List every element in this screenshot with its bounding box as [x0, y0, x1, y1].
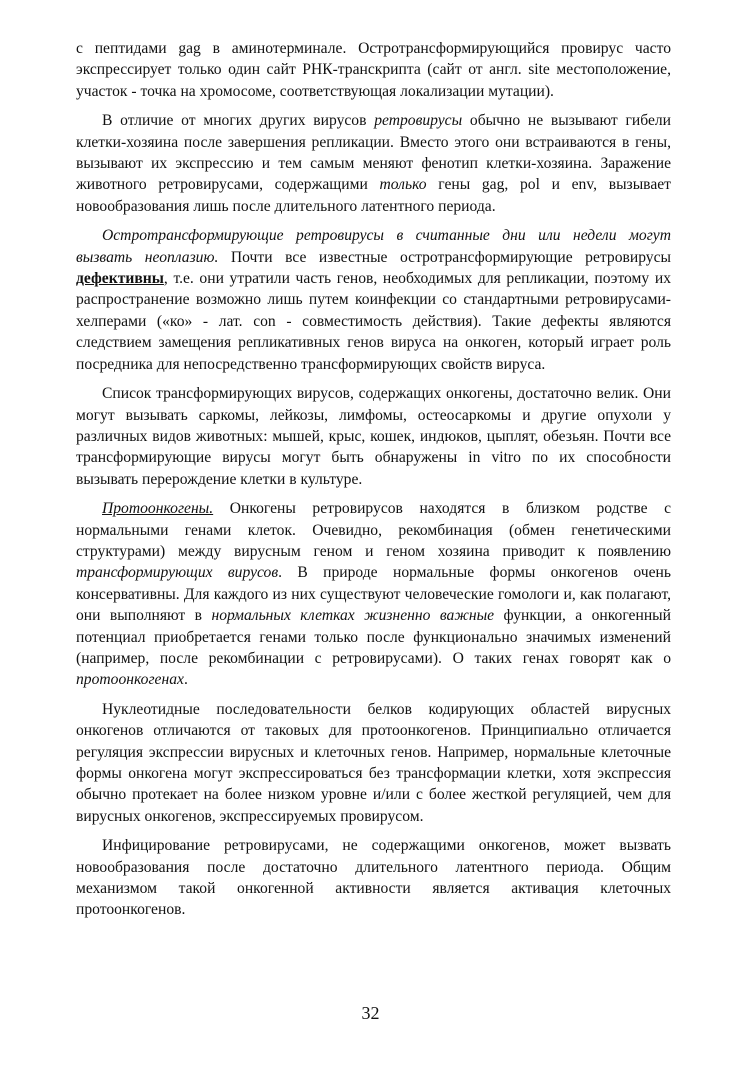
paragraph-1 [76, 38, 671, 102]
italic-term: Остротрансформирующие ретровирусы в считанные дни или недели могут вызвать неоплазию. [76, 227, 671, 266]
text-run: . В природе нормальные формы онкогенов очень консервативны. Для каждого из них существуют человеческие гомологи и, как полагают, они выполняют в [76, 564, 671, 625]
paragraph-7 [76, 835, 671, 921]
section-heading: Протоонкогены. [102, 500, 214, 518]
paragraph-6 [76, 699, 671, 827]
emphasized-term: дефективны [76, 270, 164, 288]
text-run: гены gag, pol и env, вызывает новообразования лишь после длительного латентного периода. [76, 176, 671, 215]
paragraph-3 [76, 225, 671, 375]
text-run: , т.е. они утратили часть генов, необходимых для репликации, поэтому их распространение возможно лишь путем коинфекции со стандартными ретровирусами-хелперами («ко» - лат. con - совместимость действия). Такие дефекты являются следствием замещения репликативных генов вируса на онкоген, который играет роль посредника для непосредственно трансформирующих свойств вируса. [76, 270, 671, 373]
text-run: функции, а онкогенный потенциал приобретается генами только после функционально значимых изменений (например, после рекомбинации с ретровирусами). О таких генах говорят как о [76, 607, 671, 667]
text-run: . [183, 671, 188, 689]
italic-term: ретровирусы [374, 112, 463, 130]
paragraph-2 [76, 110, 671, 217]
text-run: Онкогены ретровирусов находятся в близком родстве с нормальными генами клеток. Очевидно, рекомбинация (обмен генетическими структурами) между вирусным геном и геном хозяина приводит к появлению [76, 500, 671, 560]
text-run: Почти все известные остротрансформирующие ретровирусы [218, 248, 671, 266]
italic-term: трансформирующих вирусов [76, 564, 279, 582]
text-run: с пептидами gag в аминотерминале. Остротрансформирующийся провирус часто экспрессирует только один сайт РНК-транскрипта (сайт от англ. site местоположение, участок - точка на хромосоме, соответствующая локализации мутации). [76, 40, 671, 100]
paragraph-5 [76, 498, 671, 691]
italic-term: протоонкогенах [76, 671, 184, 689]
italic-term: только [379, 176, 427, 194]
text-run: обычно не вызывают гибели клетки-хозяина после завершения репликации. Вместо этого они встраиваются в гены, вызывают их экспрессию и тем самым меняют фенотип клетки-хозяина. Заражение животного ретровирусами, содержащими [76, 112, 671, 194]
text-run: Список трансформирующих вирусов, содержащих онкогены, достаточно велик. Они могут вызывать саркомы, лейкозы, лимфомы, остеосаркомы и другие опухоли у различных видов животных: мышей, крыс, кошек, индюков, цыплят, обезьян. Почти все трансформирующие вирусы могут быть обнаружены in vitro по их способности вызывать перерождение клетки в культуре. [76, 385, 671, 488]
text-run: Инфицирование ретровирусами, не содержащими онкогенов, может вызвать новообразования после достаточно длительного латентного периода. Общим механизмом такой онкогенной активности является активация клеточных протоонкогенов. [76, 837, 671, 919]
text-run: В отличие от многих других вирусов [102, 112, 375, 130]
text-run: Нуклеотидные последовательности белков кодирующих областей вирусных онкогенов отличаются от таковых для протоонкогенов. Принципиально отличается регуляция экспрессии вирусных и клеточных генов. Например, нормальные клеточные формы онкогена могут экспрессироваться без трансформации клетки, хотя экспрессия обычно протекает на более низком уровне и/или с более жесткой регуляцией, чем для вирусных онкогенов, экспрессируемых провирусом. [76, 700, 671, 825]
italic-term: нормальных клетках жизненно важные [211, 607, 495, 625]
page-number: 32 [361, 1003, 380, 1023]
paragraph-4 [76, 383, 671, 490]
